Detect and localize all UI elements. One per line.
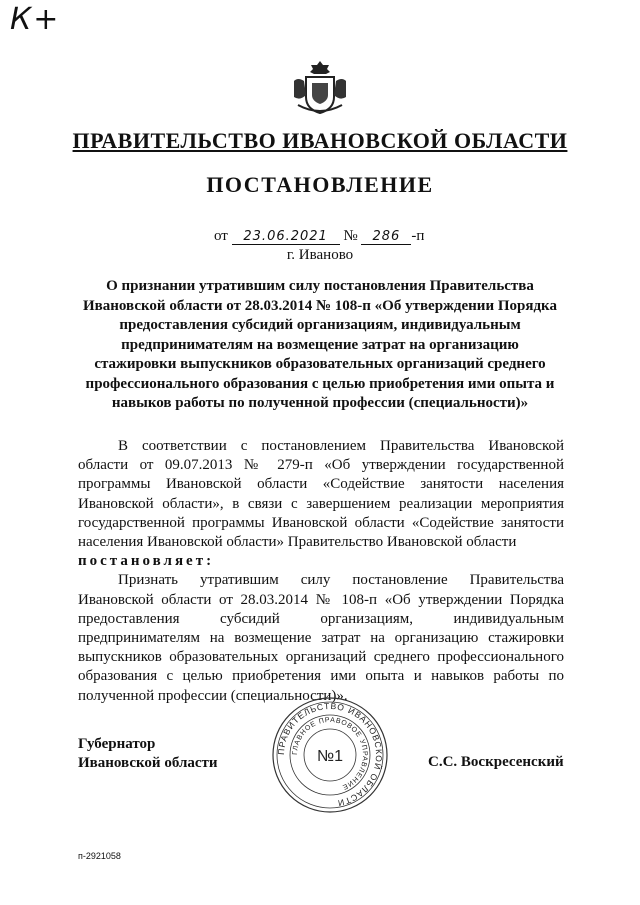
number-suffix: -п	[411, 228, 425, 244]
decree-word: постановляет:	[78, 553, 215, 570]
city-line: г. Иваново	[286, 247, 354, 263]
decision-paragraph: Признать утратившим силу постановление Правительства Ивановской области от 28.03.2014 № 108-п «Об утверждении Порядка предоставления субсидий организациям, индивидуальным предпринимателям на возмещение затрат на организацию стажировки выпускников образовательных организаций среднего профессионального образования с целью приобретения ими опыта и навыков работы по полученной профессии (специальности)».	[78, 572, 564, 704]
document-date: 23.06.2021	[232, 229, 340, 245]
seal-number: №1	[316, 748, 344, 765]
document-footer-code: п-2921058	[78, 851, 121, 861]
seal-inner-text: ГЛАВНОЕ ПРАВОВОЕ УПРАВЛЕНИЕ	[291, 716, 369, 791]
signatory-position	[78, 735, 218, 773]
date-from-label: от	[214, 228, 228, 244]
position-line-2: Ивановской области	[78, 755, 218, 771]
preamble-paragraph: В соответствии с постановлением Правительства Ивановской области от 09.07.2013 № 279-п «Об утверждении государственной программы Ивановской области «Содействие занятости населения Ивановской области», в связи с завершением реализации мероприятия государственной программы Ивановской области «Содействие занятости населения Ивановской области» Правительство Ивановской области	[78, 438, 564, 551]
official-seal-stamp	[270, 695, 390, 815]
seal-outer-text: ПРАВИТЕЛЬСТВО ИВАНОВСКОЙ ОБЛАСТИ	[275, 700, 385, 809]
document-subject: О признании утратившим силу постановления Правительства Ивановской области от 28.03.2014 № 108-п «Об утверждении Порядка предоставления субсидий организациям, индивидуальным предпринимателям на возмещение затрат на организацию стажировки выпускников образовательных организаций среднего профессионального образования с целью приобретения ими опыта и навыков работы по полученной профессии (специальности)»	[83, 278, 557, 411]
handwritten-corner-mark: К+	[10, 2, 61, 37]
document-type-heading: ПОСТАНОВЛЕНИЕ	[206, 172, 434, 197]
ivanovo-coat-of-arms-icon	[288, 55, 352, 119]
number-label: №	[343, 228, 358, 244]
signatory-name: С.С. Воскресенский	[428, 754, 564, 770]
document-number: 286	[361, 229, 411, 245]
document-date-number-line	[214, 228, 424, 245]
position-line-1: Губернатор	[78, 736, 156, 752]
document-body	[78, 437, 564, 706]
government-title: ПРАВИТЕЛЬСТВО ИВАНОВСКОЙ ОБЛАСТИ	[72, 128, 568, 153]
